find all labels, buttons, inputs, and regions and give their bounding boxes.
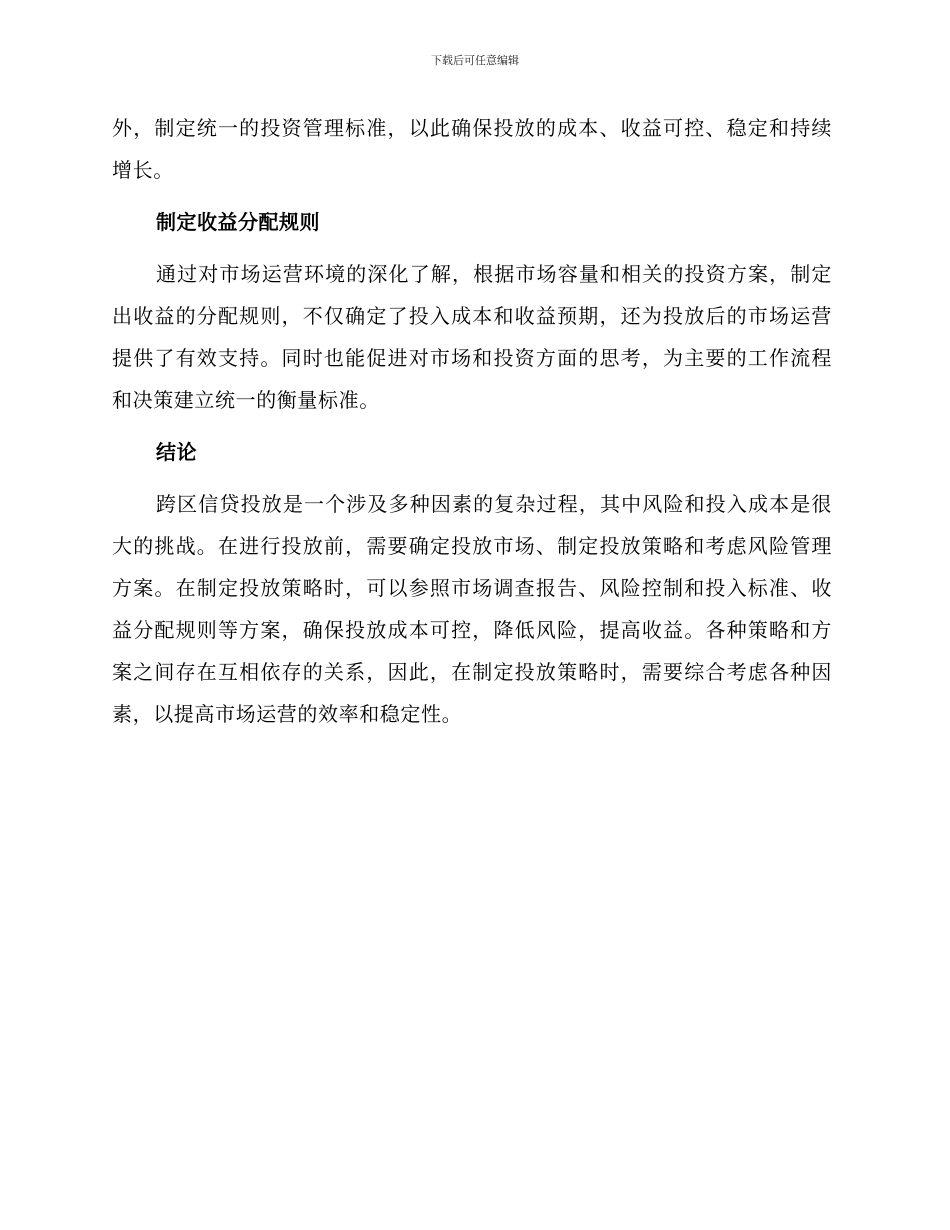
paragraph-conclusion: 跨区信贷投放是一个涉及多种因素的复杂过程，其中风险和投入成本是很大的挑战。在进行投放前，需要确定投放市场、制定投放策略和考虑风险管理方案。在制定投放策略时，可以参照市场调查报告、风险控制和投入标准、收益分配规则等方案，确保投放成本可控，降低风险，提高收益。各种策略和方案之间存在互相依存的关系，因此，在制定投放策略时，需要综合考虑各种因素，以提高市场运营的效率和稳定性。 [112, 492, 832, 726]
paragraph-continuation: 外，制定统一的投资管理标准，以此确保投放的成本、收益可控、稳定和持续增长。 [112, 116, 832, 182]
section-heading-conclusion: 结论 [156, 440, 197, 464]
paragraph-revenue-rules: 通过对市场运营环境的深化了解，根据市场容量和相关的投资方案，制定出收益的分配规则，不仅确定了投入成本和收益预期，还为投放后的市场运营提供了有效支持。同时也能促进对市场和投资方面的思考，为主要的工作流程和决策建立统一的衡量标准。 [112, 262, 832, 412]
page-header: 下载后可任意编辑 [431, 54, 519, 67]
document-body [112, 107, 832, 735]
section-heading-revenue-rules: 制定收益分配规则 [156, 210, 320, 234]
